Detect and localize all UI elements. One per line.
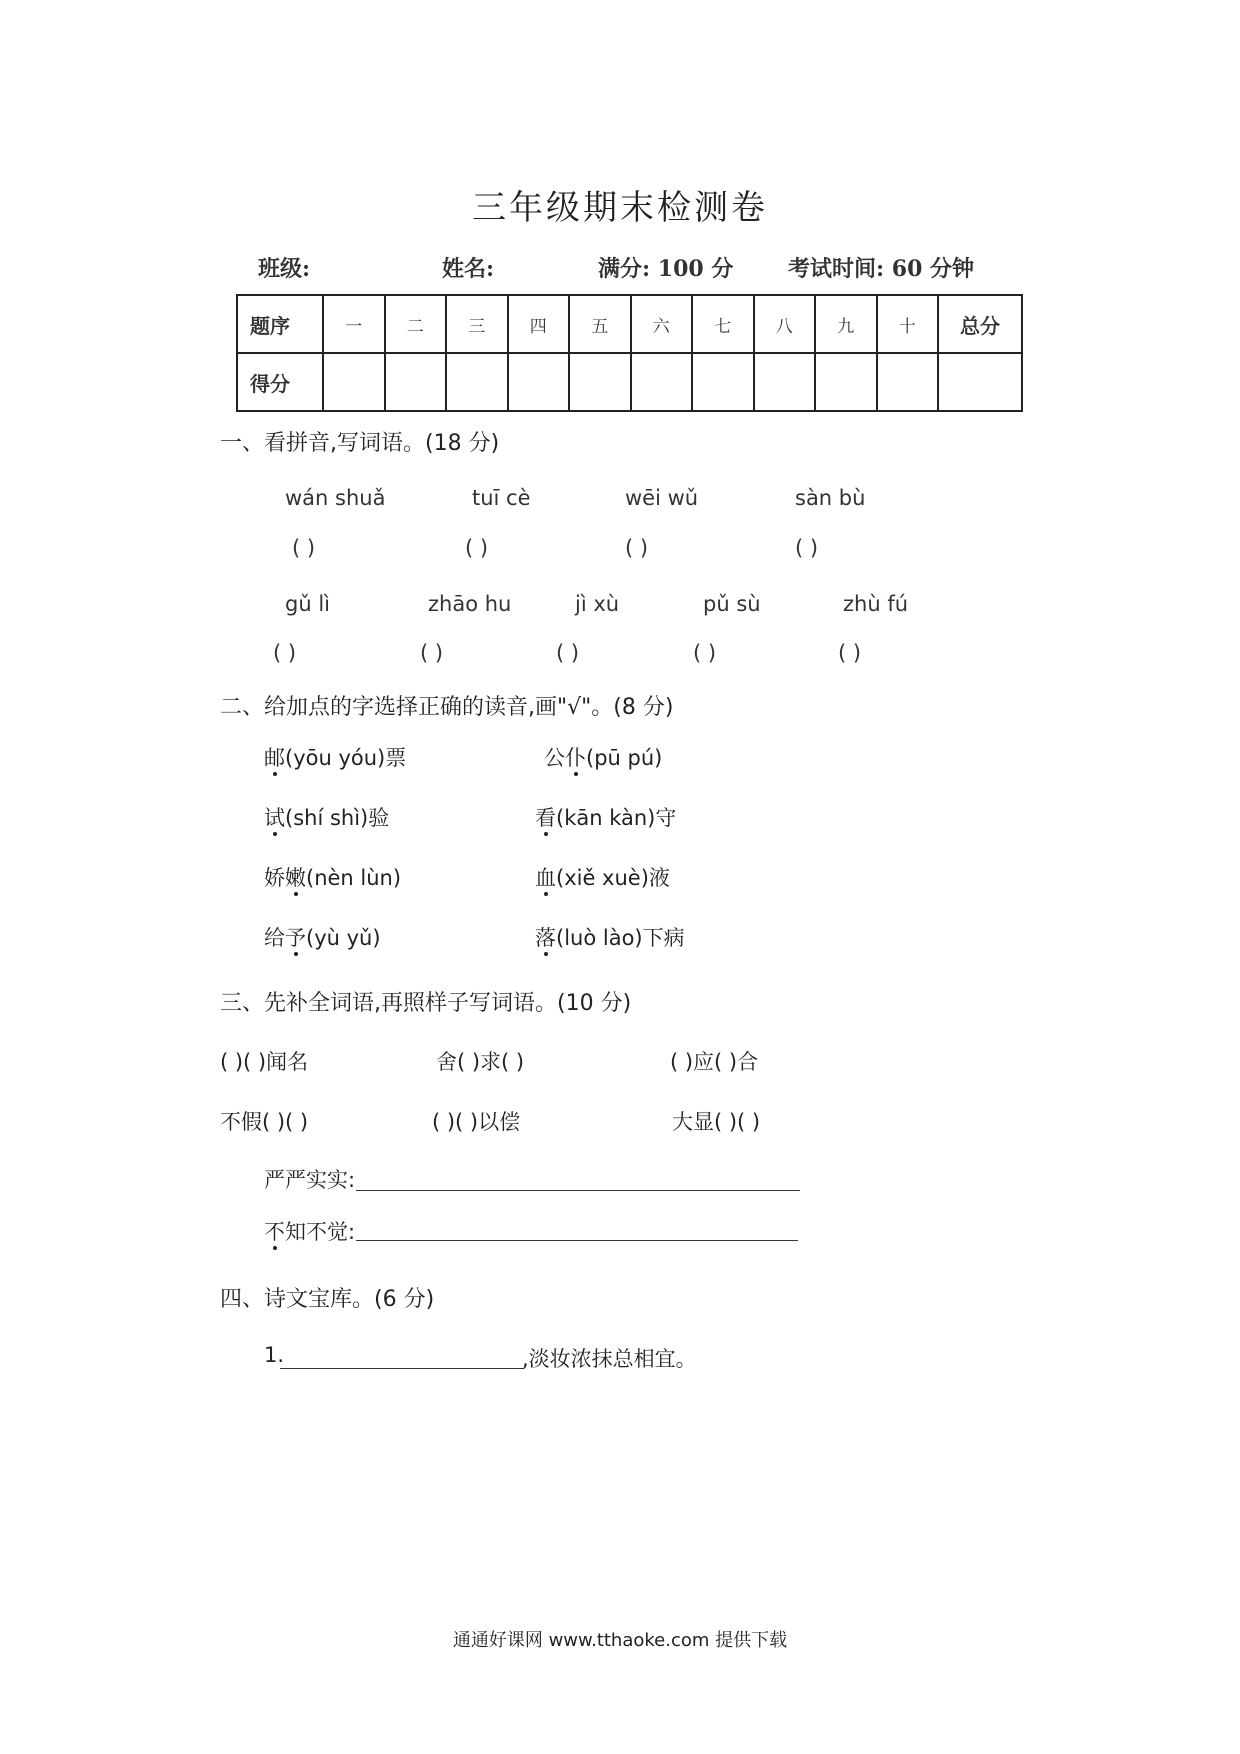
dotted-char: 仆	[565, 746, 586, 770]
pinyin-item: wán shuǎ	[285, 486, 386, 510]
answer-line[interactable]	[356, 1240, 798, 1241]
score-cell[interactable]	[569, 353, 631, 411]
score-cell[interactable]	[631, 353, 693, 411]
poem-item-number: 1.	[264, 1343, 285, 1367]
col-10: 十	[877, 295, 939, 353]
col-4: 四	[508, 295, 570, 353]
score-cell[interactable]	[754, 353, 816, 411]
section2-heading: 二、给加点的字选择正确的读音,画"√"。(8 分)	[220, 695, 674, 720]
dotted-char: 邮	[264, 746, 285, 770]
col-7: 七	[692, 295, 754, 353]
reading-options[interactable]: (luò lào)下病	[556, 926, 685, 950]
score-cell[interactable]	[815, 353, 877, 411]
row-label-order: 题序	[237, 295, 323, 353]
col-6: 六	[631, 295, 693, 353]
col-3: 三	[446, 295, 508, 353]
dotted-char: 不	[264, 1220, 285, 1244]
class-label: 班级:	[258, 256, 311, 282]
reading-item: 给予(yù yǔ)	[264, 926, 381, 950]
pinyin-item: wēi wǔ	[625, 486, 699, 510]
answer-bracket[interactable]: ( )	[556, 641, 580, 665]
reading-item	[535, 922, 685, 952]
pinyin-item: sàn bù	[795, 486, 866, 510]
section3-heading: 三、先补全词语,再照样子写词语。(10 分)	[220, 991, 632, 1016]
col-8: 八	[754, 295, 816, 353]
idiom-fill[interactable]: 大显( )( )	[672, 1110, 761, 1134]
page-title: 三年级期末检测卷	[472, 188, 768, 228]
answer-bracket[interactable]: ( )	[420, 641, 444, 665]
col-2: 二	[385, 295, 447, 353]
score-cell[interactable]	[692, 353, 754, 411]
reading-item	[264, 742, 406, 772]
example-label-1: 严严实实:	[264, 1168, 356, 1192]
reading-item: 公仆(pū pú)	[544, 746, 663, 770]
dotted-char: 看	[535, 806, 556, 830]
poem-item-text: ,淡妆浓抹总相宜。	[522, 1347, 697, 1371]
score-cell[interactable]	[508, 353, 570, 411]
answer-bracket[interactable]: ( )	[795, 536, 819, 560]
answer-bracket[interactable]: ( )	[273, 641, 297, 665]
idiom-fill[interactable]: 舍( )求( )	[436, 1050, 525, 1074]
idiom-fill[interactable]: 不假( )( )	[220, 1110, 309, 1134]
answer-line[interactable]	[356, 1190, 800, 1191]
score-cell[interactable]	[446, 353, 508, 411]
answer-bracket[interactable]: ( )	[292, 536, 316, 560]
exam-time: 考试时间: 60 分钟	[788, 256, 975, 282]
idiom-fill[interactable]: ( )( )以偿	[432, 1110, 521, 1134]
dotted-char: 血	[535, 866, 556, 890]
reading-item	[535, 802, 676, 832]
footer-source: 通通好课网 www.tthaoke.com 提供下载	[452, 1630, 788, 1651]
reading-options[interactable]: (yōu yóu)票	[285, 746, 407, 770]
col-9: 九	[815, 295, 877, 353]
score-cell[interactable]	[385, 353, 447, 411]
pinyin-item: tuī cè	[472, 486, 531, 510]
answer-line[interactable]	[280, 1368, 524, 1369]
score-cell[interactable]	[877, 353, 939, 411]
example-label-2: 不知不觉:	[264, 1220, 356, 1244]
section1-heading: 一、看拼音,写词语。(18 分)	[220, 431, 500, 456]
col-total: 总分	[938, 295, 1022, 353]
reading-options[interactable]: (xiě xuè)液	[556, 866, 670, 890]
row-label-score: 得分	[237, 353, 323, 411]
reading-options[interactable]: (yù yǔ)	[306, 926, 381, 950]
dotted-char: 嫩	[285, 866, 306, 890]
score-table-header-row	[237, 295, 1022, 353]
score-cell[interactable]	[323, 353, 385, 411]
full-score: 满分: 100 分	[598, 256, 734, 282]
pinyin-item: pǔ sù	[703, 592, 761, 616]
pinyin-item: jì xù	[575, 592, 620, 616]
section4-heading: 四、诗文宝库。(6 分)	[220, 1287, 435, 1312]
pinyin-item: zhù fú	[843, 592, 909, 616]
reading-item: 娇嫩(nèn lùn)	[264, 866, 402, 890]
answer-bracket[interactable]: ( )	[693, 641, 717, 665]
pinyin-item: gǔ lì	[285, 592, 330, 616]
reading-options[interactable]: (kān kàn)守	[556, 806, 677, 830]
col-1: 一	[323, 295, 385, 353]
pinyin-item: zhāo hu	[428, 592, 512, 616]
col-5: 五	[569, 295, 631, 353]
dotted-char: 落	[535, 926, 556, 950]
answer-bracket[interactable]: ( )	[838, 641, 862, 665]
idiom-fill[interactable]: ( )应( )合	[670, 1050, 759, 1074]
reading-item	[264, 802, 389, 832]
reading-options[interactable]: (shí shì)验	[285, 806, 390, 830]
reading-options[interactable]: (pū pú)	[586, 746, 663, 770]
reading-options[interactable]: (nèn lùn)	[306, 866, 402, 890]
dotted-char: 予	[285, 926, 306, 950]
score-table-score-row	[237, 353, 1022, 411]
answer-bracket[interactable]: ( )	[625, 536, 649, 560]
score-cell[interactable]	[938, 353, 1022, 411]
answer-bracket[interactable]: ( )	[465, 536, 489, 560]
idiom-fill[interactable]: ( )( )闻名	[220, 1050, 309, 1074]
dotted-char: 试	[264, 806, 285, 830]
score-table	[236, 294, 1023, 412]
reading-item	[535, 862, 670, 892]
name-label: 姓名:	[442, 256, 495, 282]
